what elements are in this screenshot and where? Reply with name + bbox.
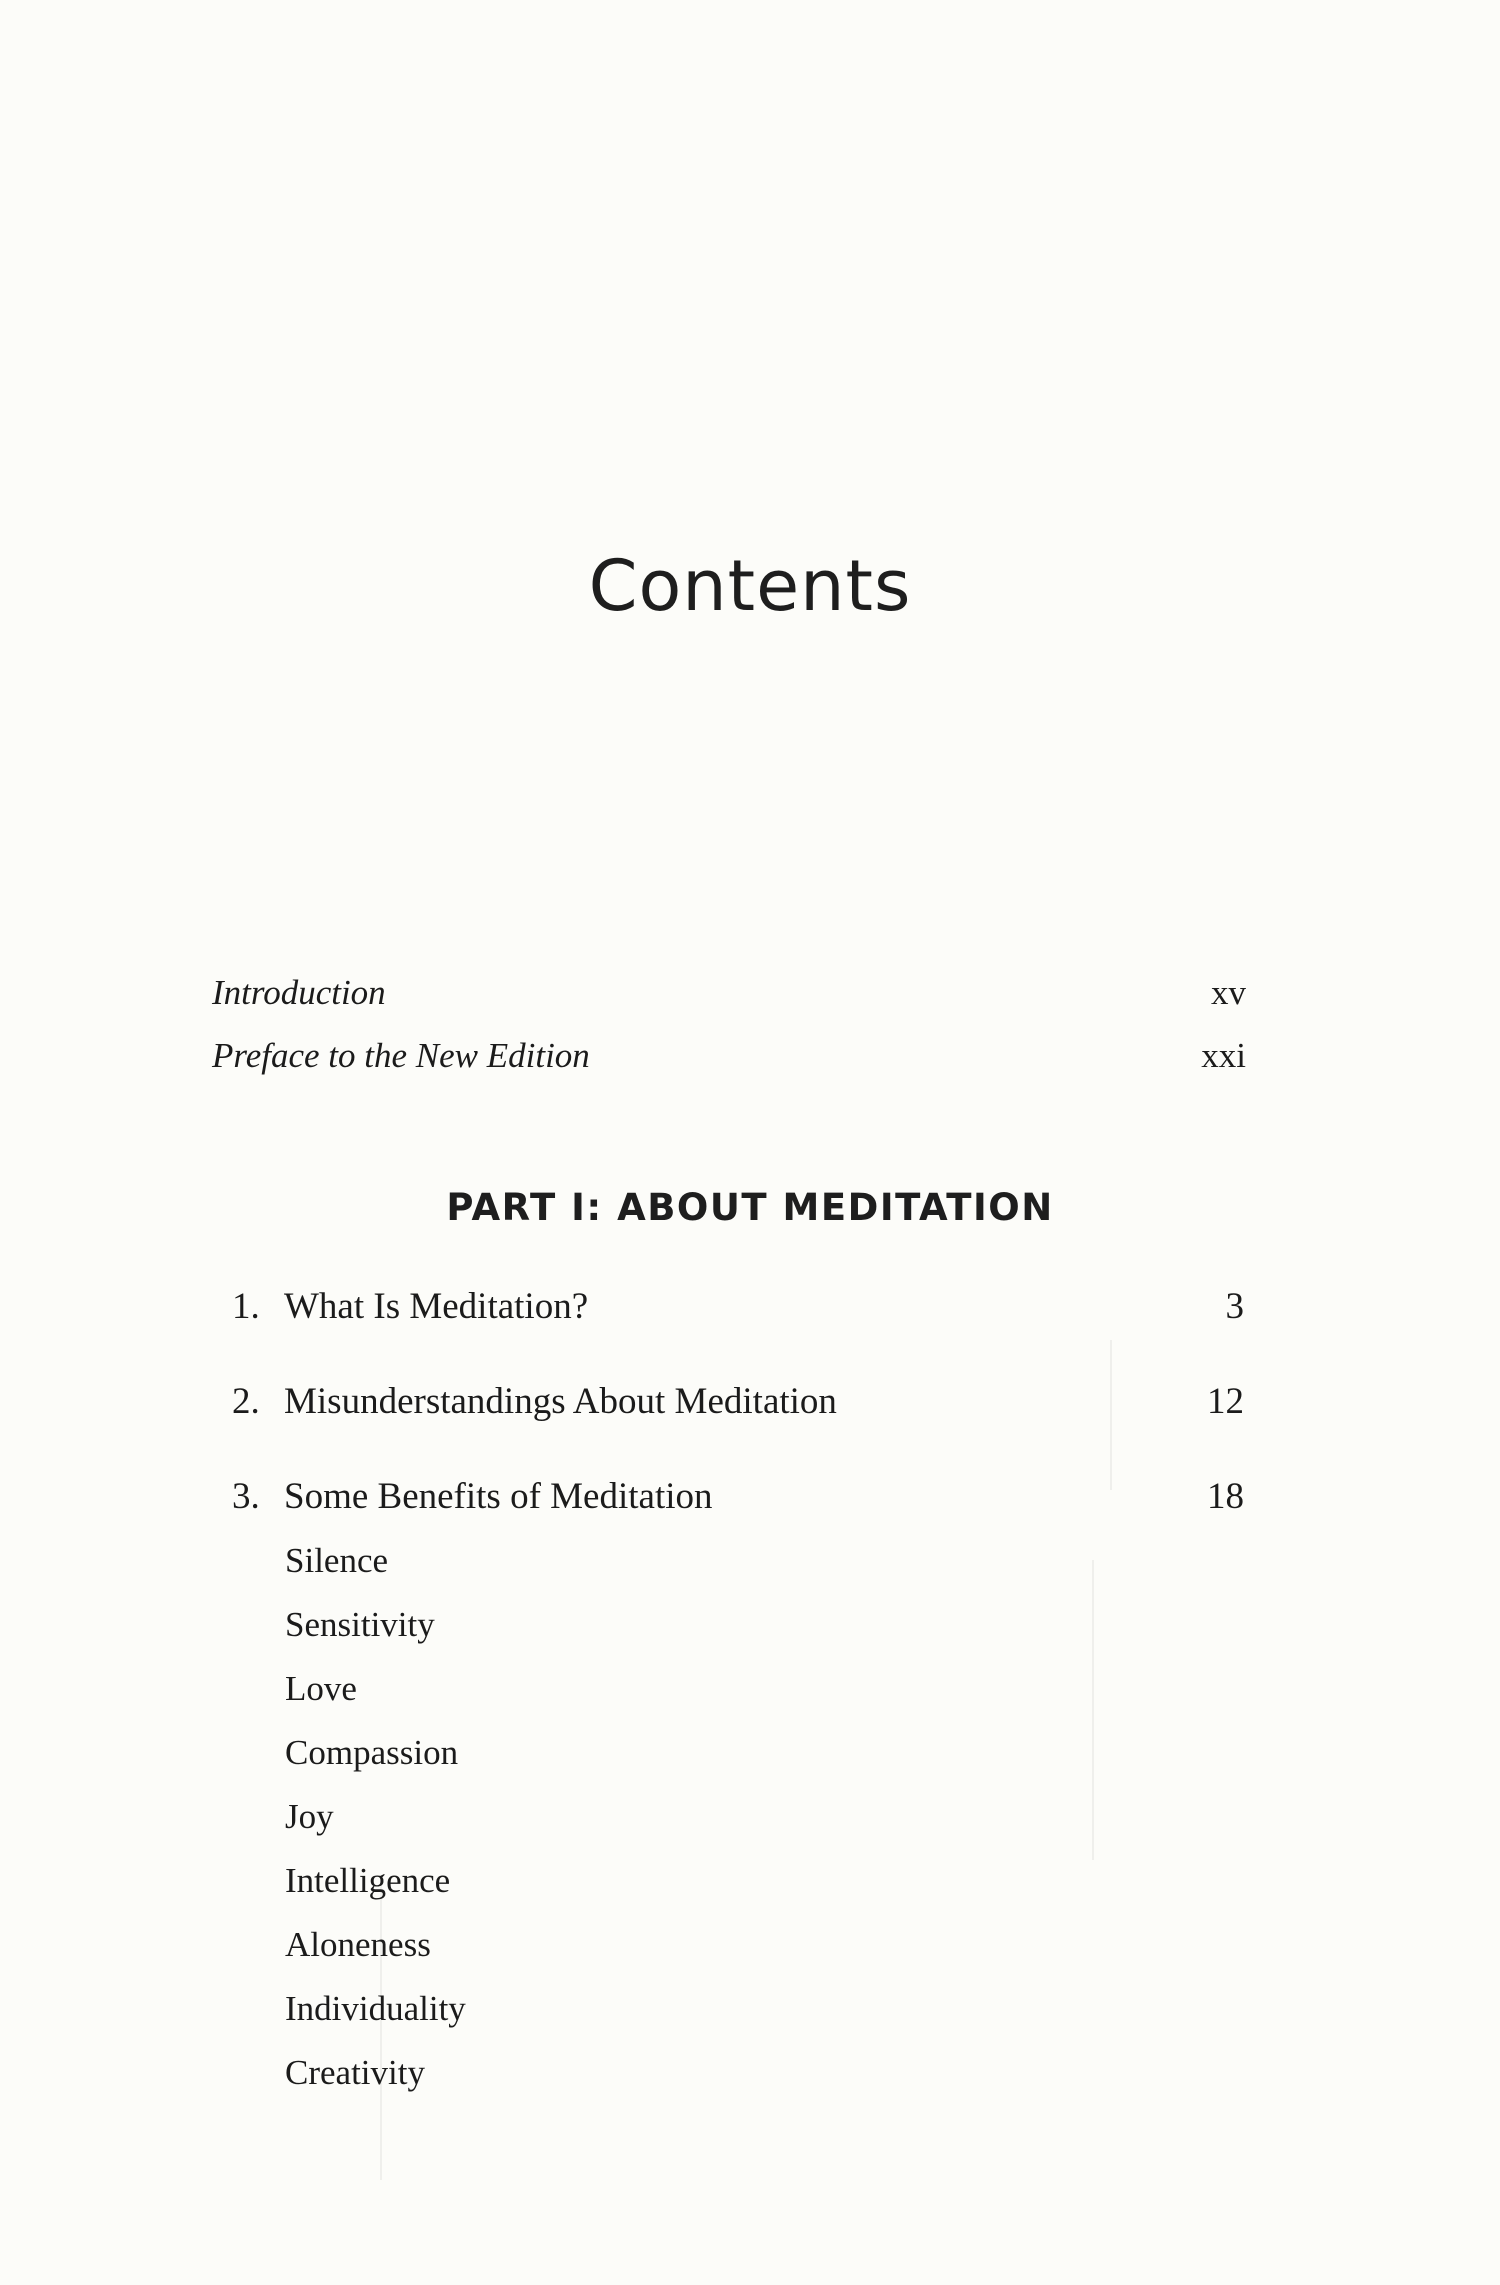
toc-subsection[interactable]: Creativity bbox=[285, 2053, 425, 2092]
toc-chapter-3[interactable] bbox=[232, 1475, 1244, 1525]
toc-entry-label: Preface to the New Edition bbox=[212, 1036, 590, 1075]
chapter-number: 3. bbox=[232, 1476, 260, 1517]
toc-entry-page: xv bbox=[1211, 973, 1246, 1012]
toc-subsection[interactable]: Sensitivity bbox=[285, 1605, 435, 1644]
chapter-title: Misunderstandings About Meditation bbox=[284, 1381, 837, 1422]
toc-entry-introduction[interactable] bbox=[212, 973, 1246, 1023]
chapter-title: Some Benefits of Meditation bbox=[284, 1476, 713, 1517]
toc-chapter-2[interactable] bbox=[232, 1380, 1244, 1430]
toc-entry-preface[interactable] bbox=[212, 1036, 1246, 1086]
toc-entry-label: Introduction bbox=[212, 973, 386, 1012]
toc-entry-page: xxi bbox=[1201, 1036, 1246, 1075]
part-heading: PART I: ABOUT MEDITATION bbox=[446, 1186, 1054, 1229]
chapter-page: 12 bbox=[1207, 1381, 1244, 1422]
toc-subsection[interactable]: Individuality bbox=[285, 1989, 466, 2028]
toc-subsection[interactable]: Intelligence bbox=[285, 1861, 451, 1900]
chapter-number: 1. bbox=[232, 1286, 260, 1327]
toc-subsection[interactable]: Aloneness bbox=[285, 1925, 431, 1964]
chapter-page: 18 bbox=[1207, 1476, 1244, 1517]
toc-subsection[interactable]: Joy bbox=[285, 1797, 334, 1836]
page-title: Contents bbox=[588, 545, 912, 627]
toc-subsection[interactable]: Silence bbox=[285, 1541, 389, 1580]
paper-mark bbox=[1092, 1560, 1094, 1860]
toc-chapter-1[interactable] bbox=[232, 1285, 1244, 1335]
chapter-number: 2. bbox=[232, 1381, 260, 1422]
chapter-page: 3 bbox=[1225, 1286, 1244, 1327]
chapter-title: What Is Meditation? bbox=[284, 1286, 589, 1327]
toc-subsection[interactable]: Compassion bbox=[285, 1733, 459, 1772]
toc-subsection[interactable]: Love bbox=[285, 1669, 357, 1708]
